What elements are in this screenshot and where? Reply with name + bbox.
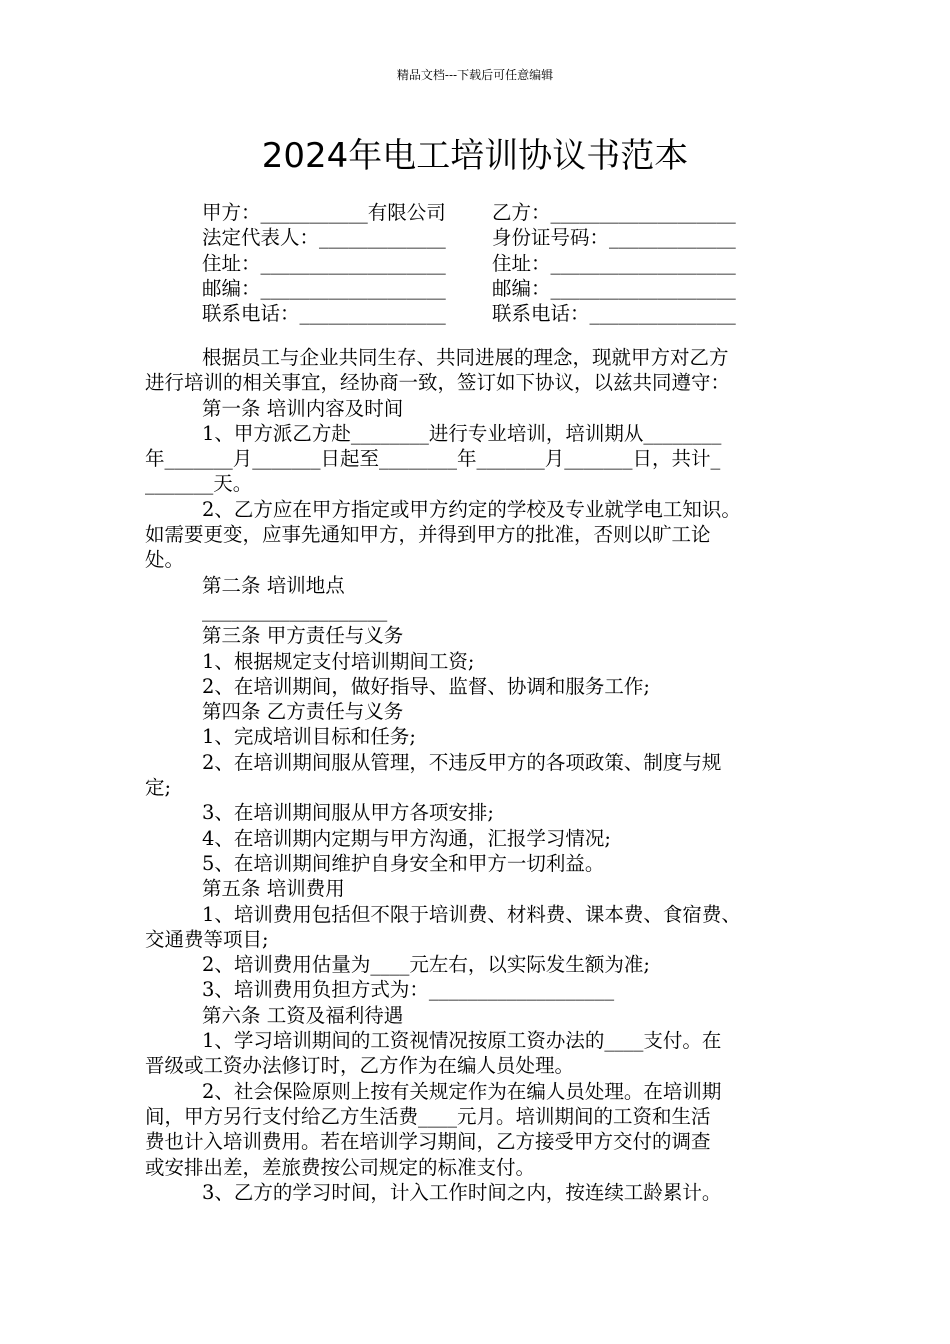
clause-line: 3、乙方的学习时间，计入工作时间之内，按连续工龄累计。	[202, 1180, 722, 1204]
party-b-postcode: 邮编：___________________	[492, 276, 736, 300]
clause-line: 间，甲方另行支付给乙方生活费____元月。培训期间的工资和生活	[145, 1104, 711, 1128]
party-row	[202, 225, 802, 250]
party-b-phone: 联系电话：_______________	[492, 302, 736, 326]
clause-line: 5、在培训期间维护自身安全和甲方一切利益。	[202, 851, 605, 875]
clause-line: 2、社会保险原则上按有关规定作为在编人员处理。在培训期	[202, 1079, 722, 1103]
intro-line: 根据员工与企业共同生存、共同进展的理念，现就甲方对乙方	[202, 346, 729, 369]
clause-line: 2、乙方应在甲方指定或甲方约定的学校及专业就学电工知识。	[202, 497, 741, 521]
clause-line: 晋级或工资办法修订时，乙方作为在编人员处理。	[145, 1054, 575, 1078]
clause-line: 1、甲方派乙方赴________进行专业培训，培训期从________	[202, 421, 722, 445]
agreement-body	[145, 345, 825, 1205]
clause-line: 费也计入培训费用。若在培训学习期间，乙方接受甲方交付的调查	[145, 1130, 711, 1154]
clause-line: 或安排出差，差旅费按公司规定的标准支付。	[145, 1155, 536, 1179]
clause-line: 3、培训费用负担方式为：___________________	[202, 978, 615, 1002]
clause-line: 年_______月_______日起至________年_______月_______日，共计_	[145, 447, 721, 471]
party-row	[202, 200, 802, 225]
clause-line: 2、在培训期间服从管理，不违反甲方的各项政策、制度与规	[202, 750, 722, 774]
clause-line: 如需要更变，应事先通知甲方，并得到甲方的批准，否则以旷工论	[145, 523, 711, 547]
clause-line: 1、完成培训目标和任务;	[202, 725, 416, 749]
article-heading: 第四条 乙方责任与义务	[202, 700, 404, 724]
party-a-phone: 联系电话：_______________	[202, 302, 446, 326]
clause-line: 2、在培训期间，做好指导、监督、协调和服务工作;	[202, 674, 650, 698]
article-heading: 第五条 培训费用	[202, 877, 345, 901]
party-a-legal-rep: 法定代表人：_____________	[202, 226, 446, 250]
clause-line: 1、培训费用包括但不限于培训费、材料费、课本费、食宿费、	[202, 902, 741, 926]
intro-line: 进行培训的相关事宜，经协商一致，签订如下协议，以兹共同遵守：	[145, 371, 731, 395]
party-row	[202, 301, 802, 326]
clause-line: 定;	[145, 776, 172, 800]
clause-line: 1、根据规定支付培训期间工资;	[202, 649, 475, 673]
party-row	[202, 276, 802, 301]
clause-line: 3、在培训期间服从甲方各项安排;	[202, 801, 494, 825]
parties-block	[202, 200, 802, 326]
article-heading: 第三条 甲方责任与义务	[202, 624, 404, 648]
clause-line: _______天。	[145, 472, 253, 496]
party-a-name: 甲方：___________有限公司	[202, 201, 446, 224]
clause-line: 2、培训费用估量为____元左右，以实际发生额为准;	[202, 953, 650, 977]
clause-line: 交通费等项目;	[145, 927, 269, 951]
clause-line: 4、在培训期内定期与甲方沟通，汇报学习情况;	[202, 826, 611, 850]
article-heading: 第二条 培训地点	[202, 573, 345, 597]
clause-line: 1、学习培训期间的工资视情况按原工资办法的____支付。在	[202, 1029, 722, 1053]
party-b-address: 住址：___________________	[492, 251, 736, 275]
document-title: 2024年电工培训协议书范本	[261, 136, 689, 176]
training-location-blank: ___________________	[202, 598, 388, 622]
party-row	[202, 251, 802, 276]
party-b-name: 乙方：___________________	[492, 201, 736, 224]
party-a-address: 住址：___________________	[202, 251, 446, 275]
article-heading: 第六条 工资及福利待遇	[202, 1003, 404, 1027]
party-b-id-number: 身份证号码：_____________	[492, 226, 736, 250]
article-heading: 第一条 培训内容及时间	[202, 396, 404, 420]
clause-line: 处。	[145, 548, 185, 572]
page-header: 精品文档---下载后可任意编辑	[396, 68, 554, 82]
party-a-postcode: 邮编：___________________	[202, 276, 446, 300]
